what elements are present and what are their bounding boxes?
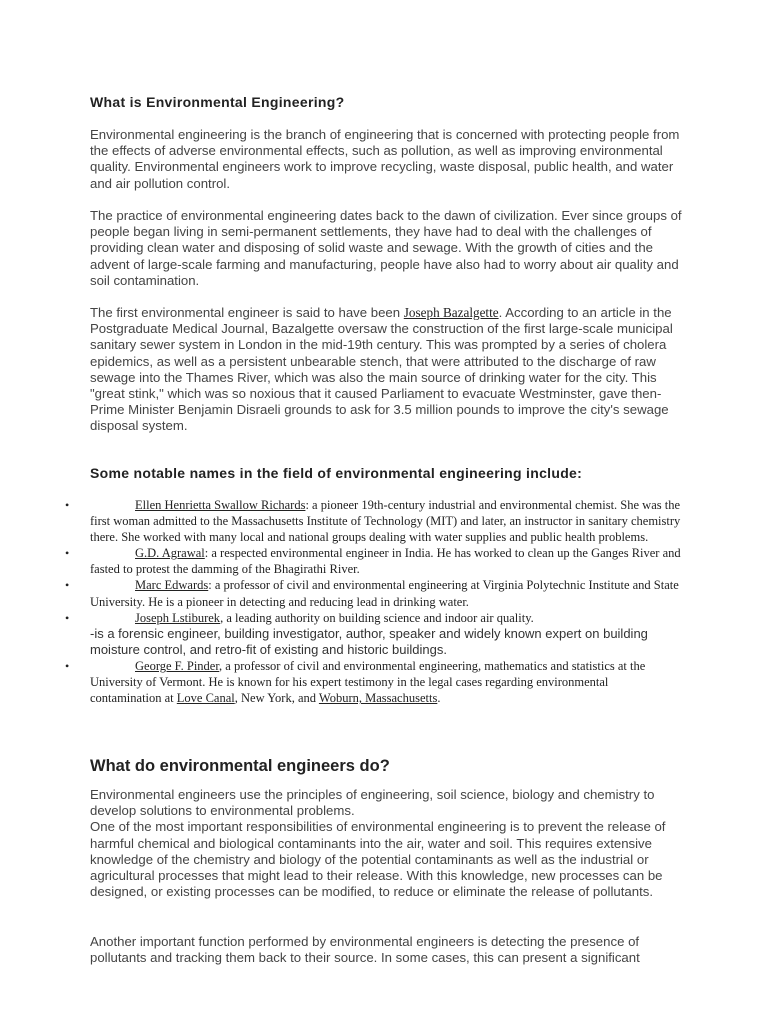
paragraph-text: The first environmental engineer is said to have been xyxy=(90,305,404,320)
paragraph-bazalgette xyxy=(90,305,682,435)
list-item-text: , a leading authority on building science and indoor air quality. xyxy=(220,610,534,625)
bullet-icon: • xyxy=(65,578,70,593)
list-item-text: , New York, and xyxy=(234,691,319,706)
link-joseph-bazalgette[interactable]: Joseph Bazalgette xyxy=(403,305,499,320)
link-george-pinder[interactable]: George F. Pinder xyxy=(135,659,220,674)
heading-what-is: What is Environmental Engineering? xyxy=(90,94,345,110)
paragraph-prevention: One of the most important responsibilities of environmental engineering is to prevent the release of harmful chemical and biological contaminants into the air, water and soil. This requires extensive knowledge of the chemistry and biology of the potential contaminants as well as the industrial or agricultural processes that might lead to their release. With this knowledge, new processes can be designed, or existing processes can be modified, to reduce or eliminate the release of pollutants. xyxy=(90,819,666,900)
list-item-text: : a pioneer 19th-century industrial and environmental chemist. She was the first woman admitted to the Massachusetts Institute of Technology (MIT) and later, an instructor in sanitary chemistry there. She worked with many local and national groups dealing with water supplies and public health problems. xyxy=(90,498,681,545)
list-item xyxy=(65,497,682,545)
paragraph-definition: Environmental engineering is the branch of engineering that is concerned with protecting people from the effects of adverse environmental effects, such as pollution, as well as improving environmental quality. Environmental engineers work to improve recycling, waste disposal, public health, and water and air pollution control. xyxy=(90,127,680,191)
list-item-text: , a professor of civil and environmental engineering, mathematics and statistics at the University of Vermont. He is known for his expert testimony in the legal cases regarding environmental contamination at xyxy=(90,659,646,706)
paragraph-detection: Another important function performed by environmental engineers is detecting the presence of pollutants and tracking them back to their source. In some cases, this can present a significant xyxy=(90,934,640,966)
heading-what-do: What do environmental engineers do? xyxy=(90,757,390,775)
list-item xyxy=(65,577,682,609)
bullet-icon: • xyxy=(65,546,70,561)
link-woburn[interactable]: Woburn, Massachusetts xyxy=(318,691,438,706)
bullet-icon: • xyxy=(65,659,70,674)
paragraph-responsibilities xyxy=(90,787,682,900)
link-marc-edwards[interactable]: Marc Edwards xyxy=(135,578,209,593)
bullet-icon: • xyxy=(65,498,70,512)
list-item xyxy=(65,658,682,706)
list-item-text: : a respected environmental engineer in India. He has worked to clean up the Ganges River and fasted to protest the damming of the Bhagirathi River. xyxy=(90,546,681,577)
paragraph-history: The practice of environmental engineering dates back to the dawn of civilization. Ever since groups of people began living in semi-permanent settlements, they have had to deal with the challenges of providing clean water and disposing of solid waste and sewage. With the growth of cities and the advent of large-scale farming and manufacturing, people have also had to worry about air quality and soil contamination. xyxy=(90,208,682,288)
link-gd-agrawal[interactable]: G.D. Agrawal xyxy=(135,546,205,561)
link-joseph-lstiburek[interactable]: Joseph Lstiburek xyxy=(135,610,221,625)
link-ellen-richards[interactable]: Ellen Henrietta Swallow Richards xyxy=(135,498,306,512)
paragraph-principles: Environmental engineers use the principles of engineering, soil science, biology and chemistry to develop solutions to environmental problems. xyxy=(90,787,655,819)
list-item xyxy=(65,610,682,659)
list-item-text: : a professor of civil and environmental engineering at Virginia Polytechnic Institute and State University. He is a pioneer in detecting and reducing lead in drinking water. xyxy=(90,578,679,609)
list-item-subtext: -is a forensic engineer, building investigator, author, speaker and widely known expert on building moisture control, and retro-fit of existing and historic buildings. xyxy=(90,625,648,657)
link-love-canal[interactable]: Love Canal xyxy=(176,691,235,706)
list-item xyxy=(65,545,682,577)
bullet-icon: • xyxy=(65,610,70,625)
list-item-text: . xyxy=(437,691,441,706)
heading-notable-names: Some notable names in the field of environmental engineering include: xyxy=(90,465,583,481)
paragraph-text: . According to an article in the Postgraduate Medical Journal, Bazalgette oversaw the construction of the first large-scale municipal sanitary sewer system in London in the mid-19th century. This was prompted by a series of cholera epidemics, as well as a persistent unbearable stench, that were attributed to the discharge of raw sewage into the Thames River, which was also the main source of drinking water for the city. This "great stink," which was so noxious that it caused Parliament to evacuate Westminster, gave then-Prime Minister Benjamin Disraeli grounds to ask for 3.5 million pounds to improve the city's sewage disposal system. xyxy=(90,305,673,434)
notable-names-list xyxy=(65,497,682,706)
